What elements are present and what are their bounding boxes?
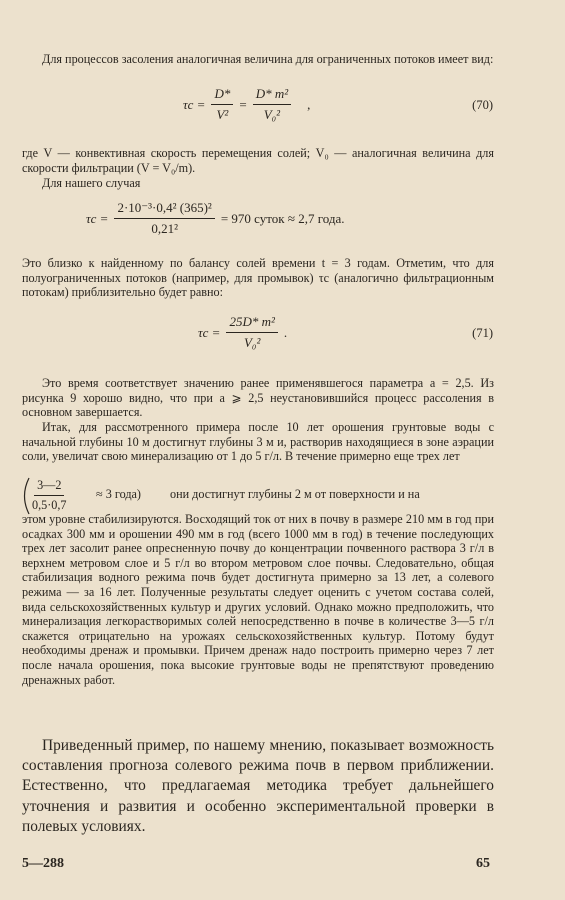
eq70-frac1-denominator: V² [216, 107, 229, 122]
paragraph-3: Это время соответствует значению ранее применявшегося параметра a = 2,5. Из рисунка 9 хорошо видно, что при a ⩾ 2,5 неустановившийся процесс рассоления в основном завершается. [22, 376, 494, 420]
calculation-formula [0, 196, 565, 244]
inline-rest: они достигнут глубины 2 м от поверхности и на [170, 487, 420, 501]
signature-mark: 5—288 [22, 856, 64, 871]
calc-result: = 970 суток ≈ 2,7 года. [220, 210, 345, 226]
eq70-fraction-2 [253, 86, 291, 123]
inline-numerator: 3—2 [34, 478, 64, 496]
eq71-lhs: τc = [198, 324, 221, 340]
equation-71-number: (71) [472, 326, 493, 340]
inline-fraction [32, 478, 67, 513]
eq70-frac2-denominator: V₀² [263, 107, 281, 122]
eq70-frac1-numerator: D* [211, 86, 233, 105]
inline-after-fraction: ≈ 3 года) [96, 487, 141, 501]
equation-71-body [198, 314, 287, 351]
equation-70-body [183, 86, 310, 123]
equation-70 [0, 82, 565, 130]
equation-71 [0, 310, 565, 358]
eq70-frac2-numerator: D* m² [253, 86, 291, 105]
calc-denominator: 0,21² [151, 221, 178, 236]
eq71-denominator: V₀² [243, 335, 261, 350]
calc-numerator: 2·10⁻³·0,4² (365)² [114, 200, 214, 219]
conclusion-paragraph: Приведенный пример, по нашему мнению, показывает возможность составления прогноза солевого режима почв в первом приближении. Естественно, что предлагаемая методика требует дальнейшего уточнения и развития и особенно экспериментальной проверки в полевых условиях. [22, 737, 494, 835]
eq70-comma: , [307, 96, 311, 112]
paragraph-4: Итак, для рассмотренного примера после 10 лет орошения грунтовые воды с начальной глубины 10 м достигнут глубины 3 м и, растворив находящиеся в зоне аэрации соли, увеличат свою минерализацию от 1 до 5 г/л. В течение примерно еще трех лет [22, 420, 494, 464]
eq70-lhs: τc = [183, 96, 206, 112]
paragraph-5: этом уровне стабилизируются. Восходящий ток от них в почву в размере 210 мм в год при осадках 300 мм и орошении 490 мм в год (всего 1000 мм в год) в течение последующих трех лет засолит ранее опресненную почву до концентрации почвенного раствора 3 г/л в верхнем метровом слое и 5 г/л во втором метровом слое почвы. Следовательно, общая стабилизация водного режима почв будет достигнута примерно за 13 лет, а солевого режима — за 16 лет. Полученные результаты следует оценить с учетом состава солей, вида сельскохозяйственных культур и других условий. Однако можно предположить, что минерализация легкорастворимых солей непосредственно в почве в количестве 3—5 г/л скажется отрицательно на урожаях сельскохозяйственных культур. Потому будут необходимы дренаж и промывки. Причем дренаж надо построить примерно через 7 лет после начала орошения, пока высокие грунтовые воды не препятствуют проведению дренажных работ. [22, 512, 494, 687]
inline-formula-line [18, 478, 494, 514]
where-paragraph: где V — конвективная скорость перемещения солей; V₀ — аналогичная величина для скорости фильтрации (V = V₀/m). [22, 146, 494, 175]
our-case-line: Для нашего случая [42, 176, 141, 190]
paragraph-2: Это близко к найденному по балансу солей времени t = 3 годам. Отметим, что для полуограниченных потоков (например, для промывок) τc (аналогично фильтрационным потокам) приблизительно будет равно: [22, 256, 494, 300]
calculation-body [86, 200, 345, 237]
eq70-equals: = [239, 96, 247, 112]
intro-paragraph: Для процессов засоления аналогичная величина для ограниченных потоков имеет вид: [42, 52, 494, 66]
page-number: 65 [476, 856, 490, 871]
equation-70-number: (70) [472, 98, 493, 112]
inline-denominator: 0,5·0,7 [32, 498, 67, 512]
calc-fraction [114, 200, 214, 237]
eq70-fraction-1 [211, 86, 233, 123]
left-paren-glyph [18, 476, 32, 516]
eq71-period: . [283, 324, 288, 340]
eq71-numerator: 25D* m² [226, 314, 277, 333]
calc-lhs: τc = [86, 210, 109, 226]
eq71-fraction [226, 314, 277, 351]
